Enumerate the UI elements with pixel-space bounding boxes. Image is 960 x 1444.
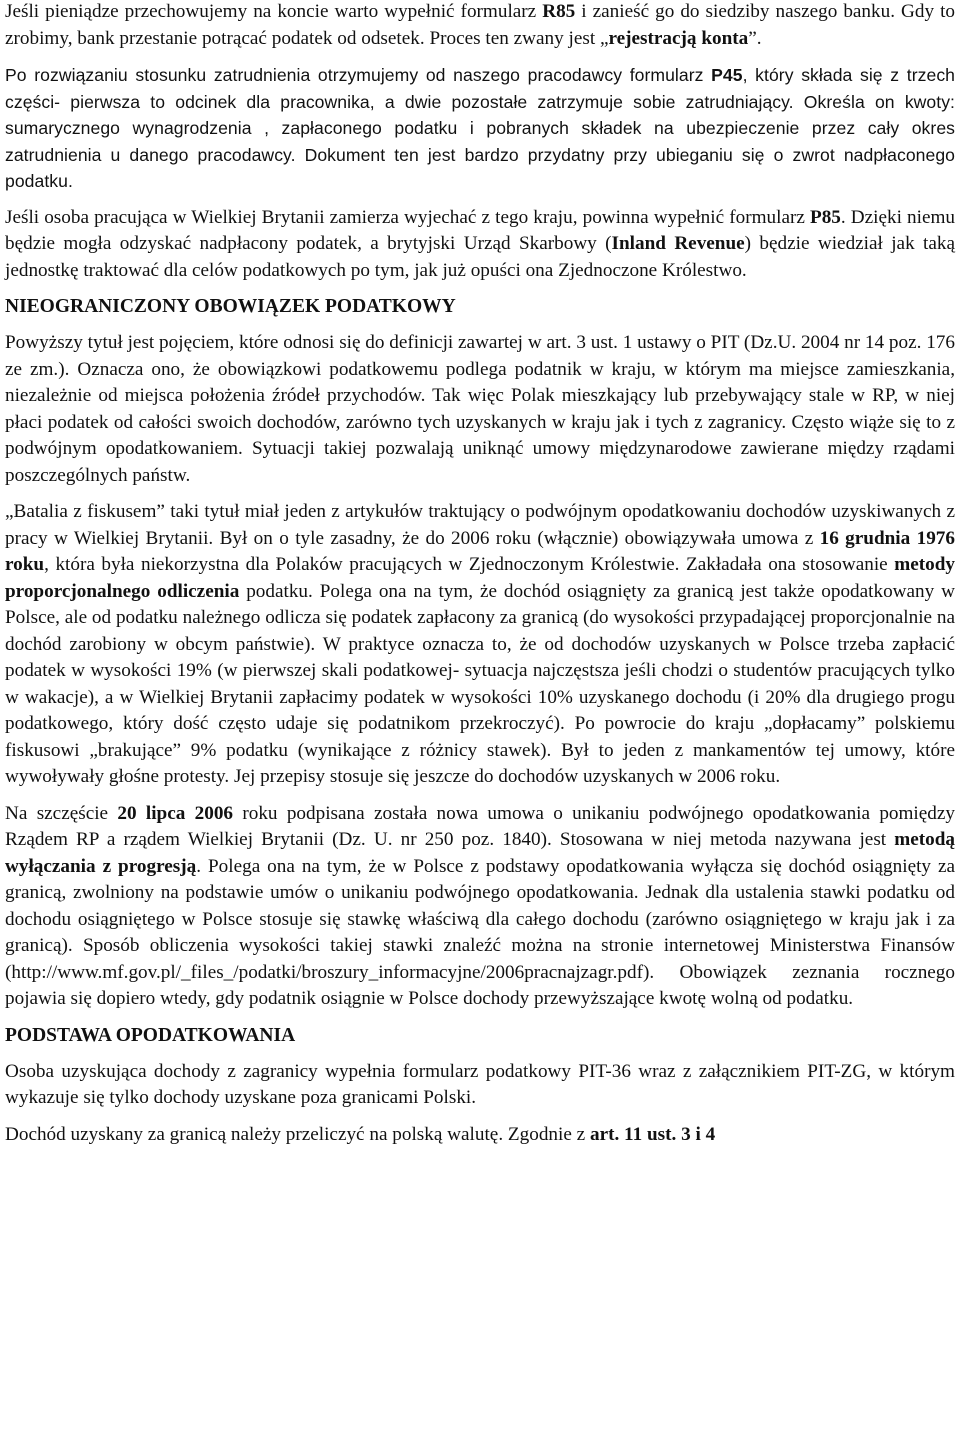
paragraph-p45: Po rozwiązaniu stosunku zatrudnienia otrzymujemy od naszego pracodawcy formularz P45, który składa się z trzech części- pierwsza to odcinek dla pracownika, a dwie pozostałe zatrzymuje sobie zatrudniający. Określa on kwoty: sumarycznego wynagrodzenia , zapłaconego podatku i pobranych składek na ubezpieczenie przez cały okres zatrudnienia u danego pracodawcy. Dokument ten jest bardzo przydatny przy ubieganiu się o zwrot nadpłaconego podatku. <box>5 65 955 191</box>
form-r85: R85 <box>542 1 576 22</box>
paragraph-currency-conversion: Dochód uzyskany za granicą należy przeliczyć na polską walutę. Zgodnie z art. 11 ust. 3 i 4 <box>5 1123 716 1145</box>
heading-unlimited-tax-obligation: NIEOGRANICZONY OBOWIĄZEK PODATKOWY <box>5 296 456 317</box>
term-proportional-method: metody proporcjonalnego odliczenia <box>5 554 955 602</box>
term-art-11: art. 11 ust. 3 i 4 <box>589 1123 716 1145</box>
form-p45: P45 <box>711 65 743 85</box>
term-inland-revenue: Inland Revenue <box>611 233 745 254</box>
paragraph-p85: Jeśli osoba pracująca w Wielkiej Brytanii zamierza wyjechać z tego kraju, powinna wypełnić formularz P85. Dzięki niemu będzie mogła odzyskać nadpłacony podatek, a brytyjski Urząd Skarbowy (Inland Revenue) będzie wiedział jak taką jednostkę traktować dla celów podatkowych po tym, jak już opuści ona Zjednoczone Królestwo. <box>5 206 955 281</box>
form-p85: P85 <box>809 206 841 228</box>
paragraph-tax-obligation: Powyższy tytuł jest pojęciem, które odnosi się do definicji zawartej w art. 3 ust. 1 ustawy o PIT (Dz.U. 2004 nr 14 poz. 176 ze zm.). Oznacza ono, że obowiązkowi podatkowemu podlega podatnik w kraju, w którym ma miejsce zamieszkania, niezależnie od miejsca położenia źródeł przychodów. Tak więc Polak mieszkający lub przebywający stale w RP, w niej płaci podatek od całości swoich dochodów, zarówno tych uzyskanych w kraju jak i tych z zagranicy. Często wiąże się to z podwójnym opodatkowaniem. Sytuacji takiej pozwalają uniknąć umowy międzynarodowe zawierane między rządami poszczególnych państw. <box>5 332 955 486</box>
date-2006: 20 lipca 2006 <box>117 802 234 824</box>
paragraph-pit36: Osoba uzyskująca dochody z zagranicy wypełnia formularz podatkowy PIT-36 wraz z załącznikiem PIT-ZG, w którym wykazuje się tylko dochody uzyskane poza granicami Polski. <box>5 1060 955 1108</box>
term-exemption-method: metodą wyłączania z progresją <box>5 829 955 877</box>
paragraph-new-agreement: Na szczęście 20 lipca 2006 roku podpisana została nowa umowa o unikaniu podwójnego opodatkowania pomiędzy Rządem RP a rządem Wielkiej Brytanii (Dz. U. nr 250 poz. 1840). Stosowana w niej metoda nazywana jest metodą wyłączania z progresją. Polega ona na tym, że w Polsce z podstawy opodatkowania wyłącza się dochód osiągnięty za granicą, zwolniony na podstawie umów o unikaniu podwójnego opodatkowania. Jednak dla ustalenia stawki podatku od dochodu osiągniętego w Polsce stosuje się stawkę właściwą dla całego dochodu (zarówno osiągniętego w kraju jak i za granicą). Sposób obliczenia wysokości takiej stawki znaleźć można na stronie internetowej Ministerstwa Finansów (http://www.mf.gov.pl/_files_/podatki/broszury_informacyjne/2006pracnajzagr.pdf). Obowiązek zeznania rocznego pojawia się dopiero wtedy, gdy podatnik osiągnie w Polsce dochody przewyższające kwotę wolną od podatku. <box>5 802 956 1009</box>
paragraph-old-agreement: „Batalia z fiskusem” taki tytuł miał jeden z artykułów traktujący o podwójnym opodatkowaniu dochodów uzyskiwanych z pracy w Wielkiej Brytanii. Był on o tyle zasadny, że do 2006 roku (włącznie) obowiązywała umowa z 16 grudnia 1976 roku, która była niekorzystna dla Polaków pracujących w Zjednoczonym Królestwie. Zakładała ona stosowanie metody proporcjonalnego odliczenia podatku. Polega ona na tym, że dochód osiągnięty za granicą jest także opodatkowany w Polsce, ale od podatku należnego odlicza się podatek zapłacony za granicą (do wysokości przypadającej proporcjonalnie na dochód zarobiony w obcym państwie). W praktyce oznacza to, że od dochodów uzyskanych w Polsce trzeba zapłacić podatek w wysokości 19% (w pierwszej skali podatkowej- sytuacja najczęstsza jeśli chodzi o studentów pracujących tylko w wakacje), a w Wielkiej Brytanii zapłacimy podatek w wysokości 10% uzyskanego dochodu (i 20% dla drugiego progu podatkowego, który dość często udaje się podatnikom przekroczyć). Po powrocie do kraju „dopłacamy” polskiemu fiskusowi „brakujące” 9% podatku (wynikające z różnicy stawek). Był to jeden z mankamentów tej umowy, które wywoływały głośne protesty. Jej przepisy stosuje się jeszcze do dochodów uzyskanych w 2006 roku. <box>5 501 955 787</box>
heading-tax-basis: PODSTAWA OPODATKOWANIA <box>5 1024 296 1046</box>
paragraph-r85: Jeśli pieniądze przechowujemy na koncie warto wypełnić formularz R85 i zanieść go do siedziby naszego banku. Gdy to zrobimy, bank przestanie potrącać podatek od odsetek. Proces ten zwany jest „rejestracją konta”. <box>5 1 956 49</box>
term-account-registration: rejestracją konta <box>608 27 749 49</box>
date-1976: 16 grudnia 1976 roku <box>5 527 955 575</box>
